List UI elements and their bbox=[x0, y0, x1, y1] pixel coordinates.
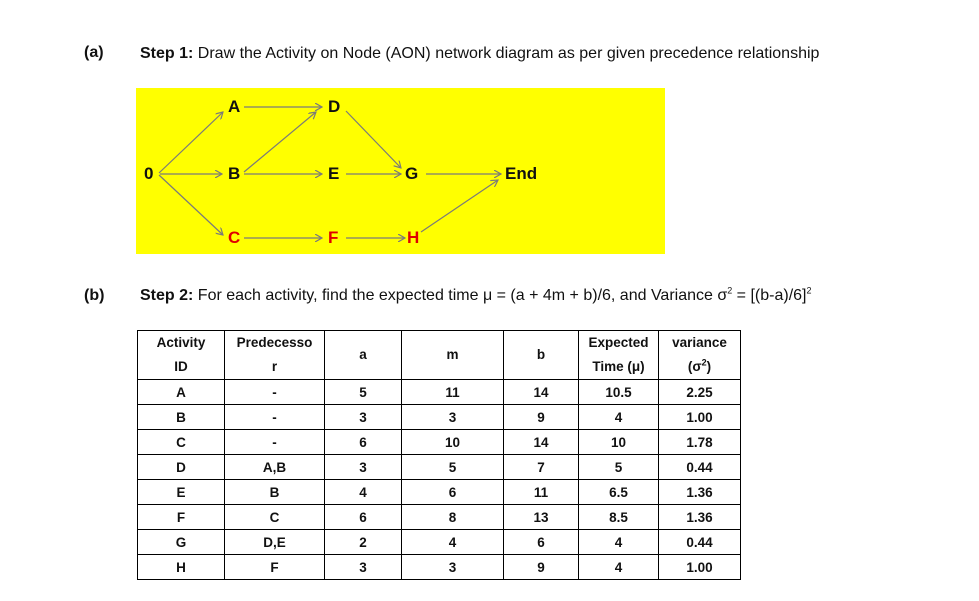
cell-id: H bbox=[138, 555, 225, 580]
node-h: H bbox=[407, 228, 420, 247]
cell-b: 14 bbox=[504, 430, 579, 455]
cell-expected: 10 bbox=[579, 430, 659, 455]
step-2-sup-1: 2 bbox=[727, 285, 733, 296]
header-predecessor: Predecesso r bbox=[225, 331, 325, 380]
cell-a: 3 bbox=[325, 455, 402, 480]
cell-pred: - bbox=[225, 380, 325, 405]
cell-expected: 8.5 bbox=[579, 505, 659, 530]
cell-m: 6 bbox=[402, 480, 504, 505]
header-expected-time: Expected Time (μ) bbox=[579, 331, 659, 380]
step-1-description: Draw the Activity on Node (AON) network diagram as per given precedence relationship bbox=[193, 45, 820, 62]
node-f: F bbox=[328, 228, 339, 247]
cell-b: 13 bbox=[504, 505, 579, 530]
header-activity-id: Activity ID bbox=[138, 331, 225, 380]
activity-table bbox=[137, 330, 741, 580]
cell-m: 3 bbox=[402, 555, 504, 580]
cell-id: C bbox=[138, 430, 225, 455]
cell-pred: B bbox=[225, 480, 325, 505]
step-2-text bbox=[140, 287, 812, 305]
aon-network-diagram bbox=[136, 88, 665, 254]
cell-a: 5 bbox=[325, 380, 402, 405]
cell-a: 3 bbox=[325, 555, 402, 580]
cell-b: 7 bbox=[504, 455, 579, 480]
cell-b: 6 bbox=[504, 530, 579, 555]
cell-pred: C bbox=[225, 505, 325, 530]
cell-a: 3 bbox=[325, 405, 402, 430]
cell-expected: 10.5 bbox=[579, 380, 659, 405]
network-edges bbox=[136, 88, 665, 254]
cell-m: 5 bbox=[402, 455, 504, 480]
table-row bbox=[138, 555, 741, 580]
cell-variance: 1.00 bbox=[659, 555, 741, 580]
node-e: E bbox=[328, 164, 340, 183]
cell-m: 11 bbox=[402, 380, 504, 405]
node-b: B bbox=[228, 164, 241, 183]
part-b-label: (b) bbox=[84, 287, 105, 304]
node-g: G bbox=[405, 164, 419, 183]
cell-variance: 1.36 bbox=[659, 480, 741, 505]
cell-m: 10 bbox=[402, 430, 504, 455]
cell-b: 11 bbox=[504, 480, 579, 505]
cell-variance: 1.36 bbox=[659, 505, 741, 530]
header-a: a bbox=[325, 331, 402, 380]
edge-h-end bbox=[421, 180, 498, 232]
cell-id: G bbox=[138, 530, 225, 555]
table-row bbox=[138, 405, 741, 430]
cell-a: 6 bbox=[325, 505, 402, 530]
cell-variance: 0.44 bbox=[659, 530, 741, 555]
edge-d-g bbox=[346, 111, 401, 168]
table-row bbox=[138, 430, 741, 455]
cell-a: 4 bbox=[325, 480, 402, 505]
step-1-prefix: Step 1: bbox=[140, 45, 194, 62]
node-end: End bbox=[505, 164, 538, 183]
cell-pred: D,E bbox=[225, 530, 325, 555]
part-a-label: (a) bbox=[84, 44, 104, 61]
cell-pred: - bbox=[225, 430, 325, 455]
cell-variance: 2.25 bbox=[659, 380, 741, 405]
edge-0-c bbox=[159, 175, 223, 235]
cell-b: 14 bbox=[504, 380, 579, 405]
node-c: C bbox=[228, 228, 241, 247]
cell-a: 2 bbox=[325, 530, 402, 555]
node-a: A bbox=[228, 97, 241, 116]
header-m: m bbox=[402, 331, 504, 380]
cell-id: E bbox=[138, 480, 225, 505]
cell-pred: F bbox=[225, 555, 325, 580]
edge-b-d bbox=[244, 112, 316, 172]
cell-m: 3 bbox=[402, 405, 504, 430]
cell-id: B bbox=[138, 405, 225, 430]
step-2-sup-2: 2 bbox=[806, 285, 812, 296]
cell-expected: 6.5 bbox=[579, 480, 659, 505]
cell-expected: 5 bbox=[579, 455, 659, 480]
cell-expected: 4 bbox=[579, 405, 659, 430]
table-row bbox=[138, 530, 741, 555]
table-row bbox=[138, 380, 741, 405]
node-start: 0 bbox=[144, 164, 154, 183]
cell-variance: 1.00 bbox=[659, 405, 741, 430]
cell-expected: 4 bbox=[579, 530, 659, 555]
header-b: b bbox=[504, 331, 579, 380]
cell-variance: 1.78 bbox=[659, 430, 741, 455]
step-2-prefix: Step 2: bbox=[140, 287, 194, 304]
cell-id: A bbox=[138, 380, 225, 405]
table-row bbox=[138, 455, 741, 480]
cell-b: 9 bbox=[504, 405, 579, 430]
table-row bbox=[138, 480, 741, 505]
cell-expected: 4 bbox=[579, 555, 659, 580]
cell-m: 8 bbox=[402, 505, 504, 530]
cell-b: 9 bbox=[504, 555, 579, 580]
header-variance: variance $(\sigma^2)$ bbox=[659, 331, 741, 380]
cell-m: 4 bbox=[402, 530, 504, 555]
cell-id: D bbox=[138, 455, 225, 480]
cell-pred: - bbox=[225, 405, 325, 430]
node-d: D bbox=[328, 97, 341, 116]
step-2-description: For each activity, find the expected time μ = (a + 4m + b)/6, and Variance σ bbox=[193, 287, 728, 304]
edge-0-a bbox=[159, 112, 223, 173]
cell-id: F bbox=[138, 505, 225, 530]
table-header-row bbox=[138, 331, 741, 380]
step-1-text bbox=[140, 45, 819, 63]
cell-variance: 0.44 bbox=[659, 455, 741, 480]
cell-a: 6 bbox=[325, 430, 402, 455]
cell-pred: A,B bbox=[225, 455, 325, 480]
step-2-formula: = [(b-a)/6] bbox=[732, 287, 807, 304]
table-row bbox=[138, 505, 741, 530]
